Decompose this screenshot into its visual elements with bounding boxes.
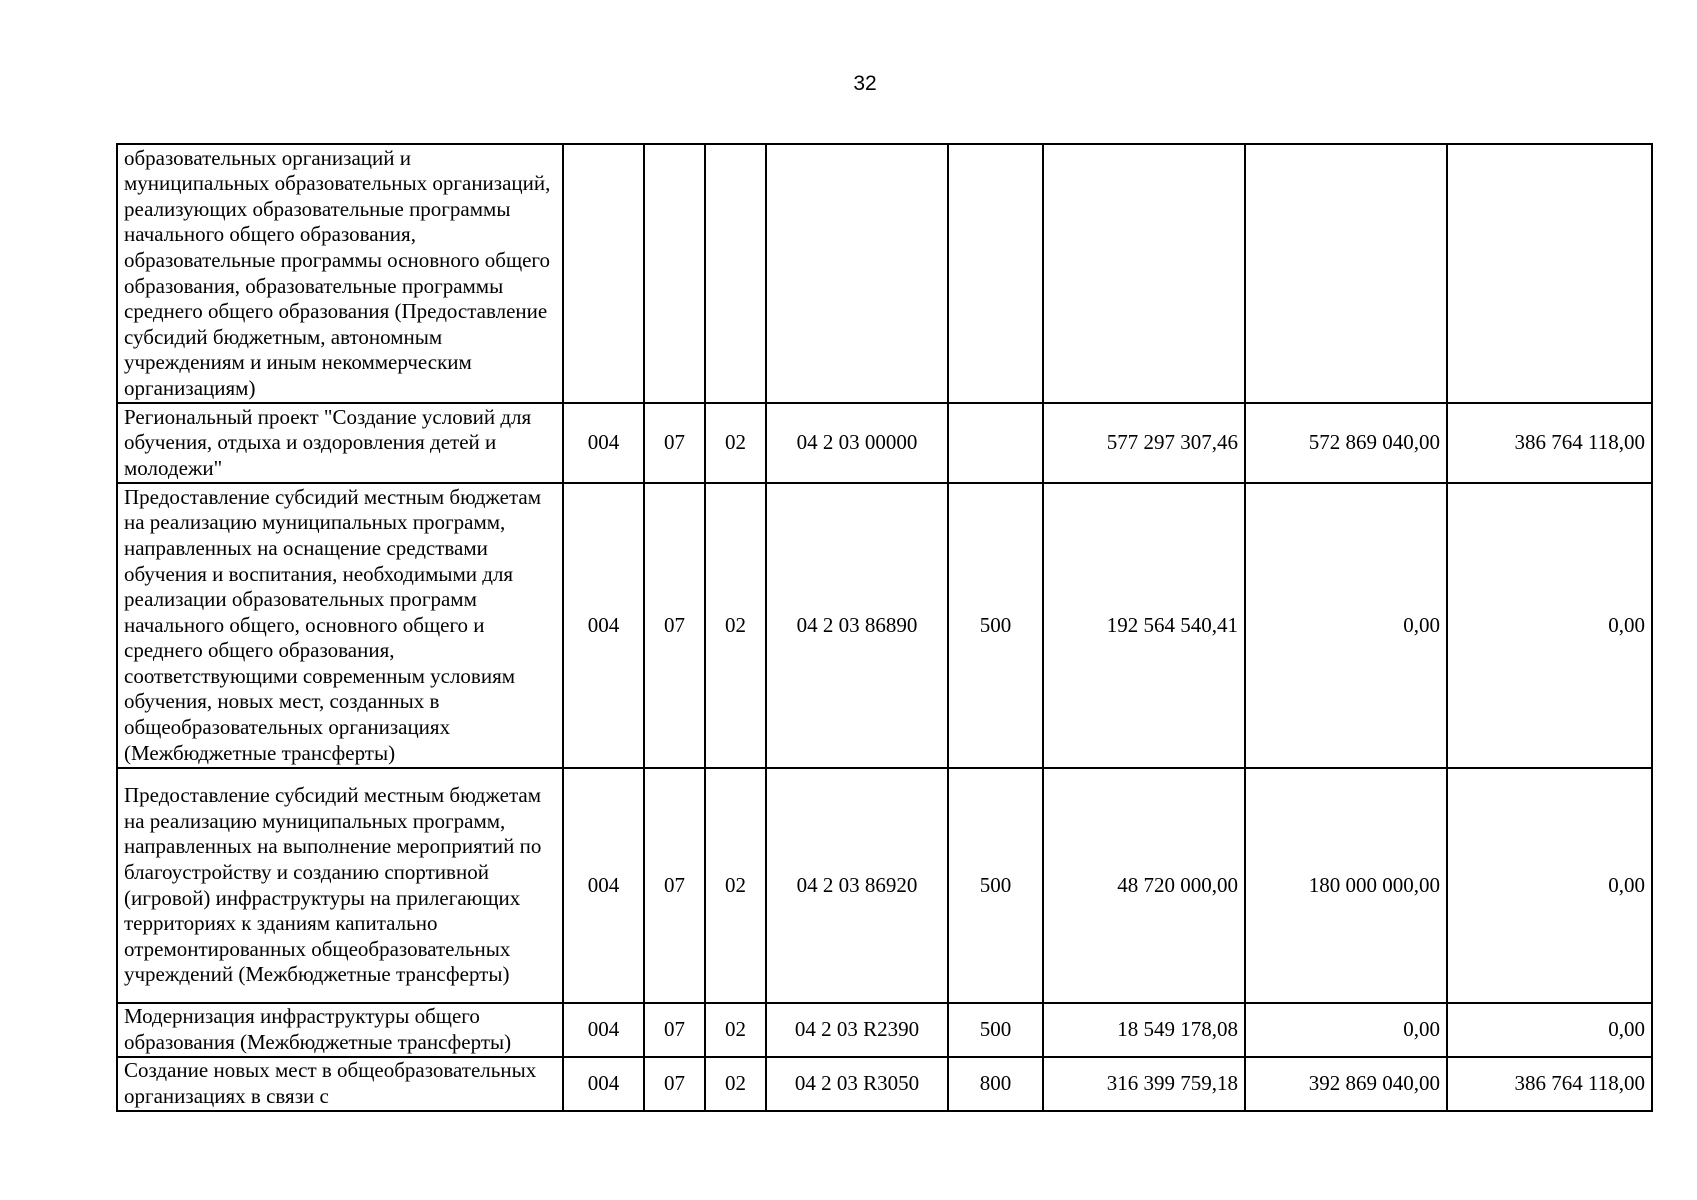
target-article-code: 04 2 03 R2390 — [766, 1003, 948, 1057]
section-code: 07 — [644, 483, 705, 768]
section-code — [644, 144, 705, 403]
amount-year-3: 386 764 118,00 — [1447, 403, 1652, 483]
target-article-code: 04 2 03 86890 — [766, 483, 948, 768]
section-code: 07 — [644, 768, 705, 1003]
budget-table — [116, 143, 1653, 1112]
amount-year-2 — [1245, 144, 1447, 403]
amount-year-3: 386 764 118,00 — [1447, 1057, 1652, 1111]
row-description: Региональный проект "Создание условий для обучения, отдыха и оздоровления детей и молодежи" — [117, 403, 563, 483]
amount-year-1 — [1043, 144, 1245, 403]
expense-type-code: 500 — [948, 483, 1043, 768]
expense-type-code — [948, 403, 1043, 483]
target-article-code: 04 2 03 R3050 — [766, 1057, 948, 1111]
expense-type-code: 500 — [948, 768, 1043, 1003]
subsection-code — [705, 144, 766, 403]
subsection-code: 02 — [705, 768, 766, 1003]
expense-type-code: 500 — [948, 1003, 1043, 1057]
table-row — [117, 144, 1652, 403]
grbs-code: 004 — [563, 1057, 644, 1111]
target-article-code: 04 2 03 00000 — [766, 403, 948, 483]
amount-year-1: 48 720 000,00 — [1043, 768, 1245, 1003]
amount-year-2: 180 000 000,00 — [1245, 768, 1447, 1003]
amount-year-3: 0,00 — [1447, 483, 1652, 768]
amount-year-1: 577 297 307,46 — [1043, 403, 1245, 483]
table-row — [117, 768, 1652, 1003]
expense-type-code — [948, 144, 1043, 403]
subsection-code: 02 — [705, 483, 766, 768]
row-description: Предоставление субсидий местным бюджетам на реализацию муниципальных программ, направленных на оснащение средствами обучения и воспитания, необходимыми для реализации образовательных программ начального общего, основного общего и среднего общего образования, соответствующими современным условиям обучения, новых мест, созданных в общеобразовательных организациях (Межбюджетные трансферты) — [117, 483, 563, 768]
amount-year-1: 18 549 178,08 — [1043, 1003, 1245, 1057]
amount-year-2: 392 869 040,00 — [1245, 1057, 1447, 1111]
amount-year-3: 0,00 — [1447, 768, 1652, 1003]
row-description: Предоставление субсидий местным бюджетам на реализацию муниципальных программ, направленных на выполнение мероприятий по благоустройству и созданию спортивной (игровой) инфраструктуры на прилегающих территориях к зданиям капитально отремонтированных общеобразовательных учреждений (Межбюджетные трансферты) — [117, 768, 563, 1003]
amount-year-3: 0,00 — [1447, 1003, 1652, 1057]
amount-year-2: 0,00 — [1245, 483, 1447, 768]
section-code: 07 — [644, 1003, 705, 1057]
grbs-code: 004 — [563, 1003, 644, 1057]
table-row — [117, 403, 1652, 483]
amount-year-2: 0,00 — [1245, 1003, 1447, 1057]
section-code: 07 — [644, 1057, 705, 1111]
target-article-code: 04 2 03 86920 — [766, 768, 948, 1003]
page-number: 32 — [853, 72, 877, 95]
table-row — [117, 1057, 1652, 1111]
subsection-code: 02 — [705, 1003, 766, 1057]
grbs-code — [563, 144, 644, 403]
row-description: Создание новых мест в общеобразовательных организациях в связи с — [117, 1057, 563, 1111]
amount-year-2: 572 869 040,00 — [1245, 403, 1447, 483]
table-row — [117, 483, 1652, 768]
grbs-code: 004 — [563, 768, 644, 1003]
grbs-code: 004 — [563, 403, 644, 483]
subsection-code: 02 — [705, 403, 766, 483]
amount-year-1: 316 399 759,18 — [1043, 1057, 1245, 1111]
section-code: 07 — [644, 403, 705, 483]
subsection-code: 02 — [705, 1057, 766, 1111]
target-article-code — [766, 144, 948, 403]
amount-year-1: 192 564 540,41 — [1043, 483, 1245, 768]
grbs-code: 004 — [563, 483, 644, 768]
amount-year-3 — [1447, 144, 1652, 403]
row-description: Модернизация инфраструктуры общего образования (Межбюджетные трансферты) — [117, 1003, 563, 1057]
expense-type-code: 800 — [948, 1057, 1043, 1111]
table-row — [117, 1003, 1652, 1057]
row-description: образовательных организаций и муниципальных образовательных организаций, реализующих образовательные программы начального общего образования, образовательные программы основного общего образования, образовательные программы среднего общего образования (Предоставление субсидий бюджетным, автономным учреждениям и иным некоммерческим организациям) — [117, 144, 563, 403]
